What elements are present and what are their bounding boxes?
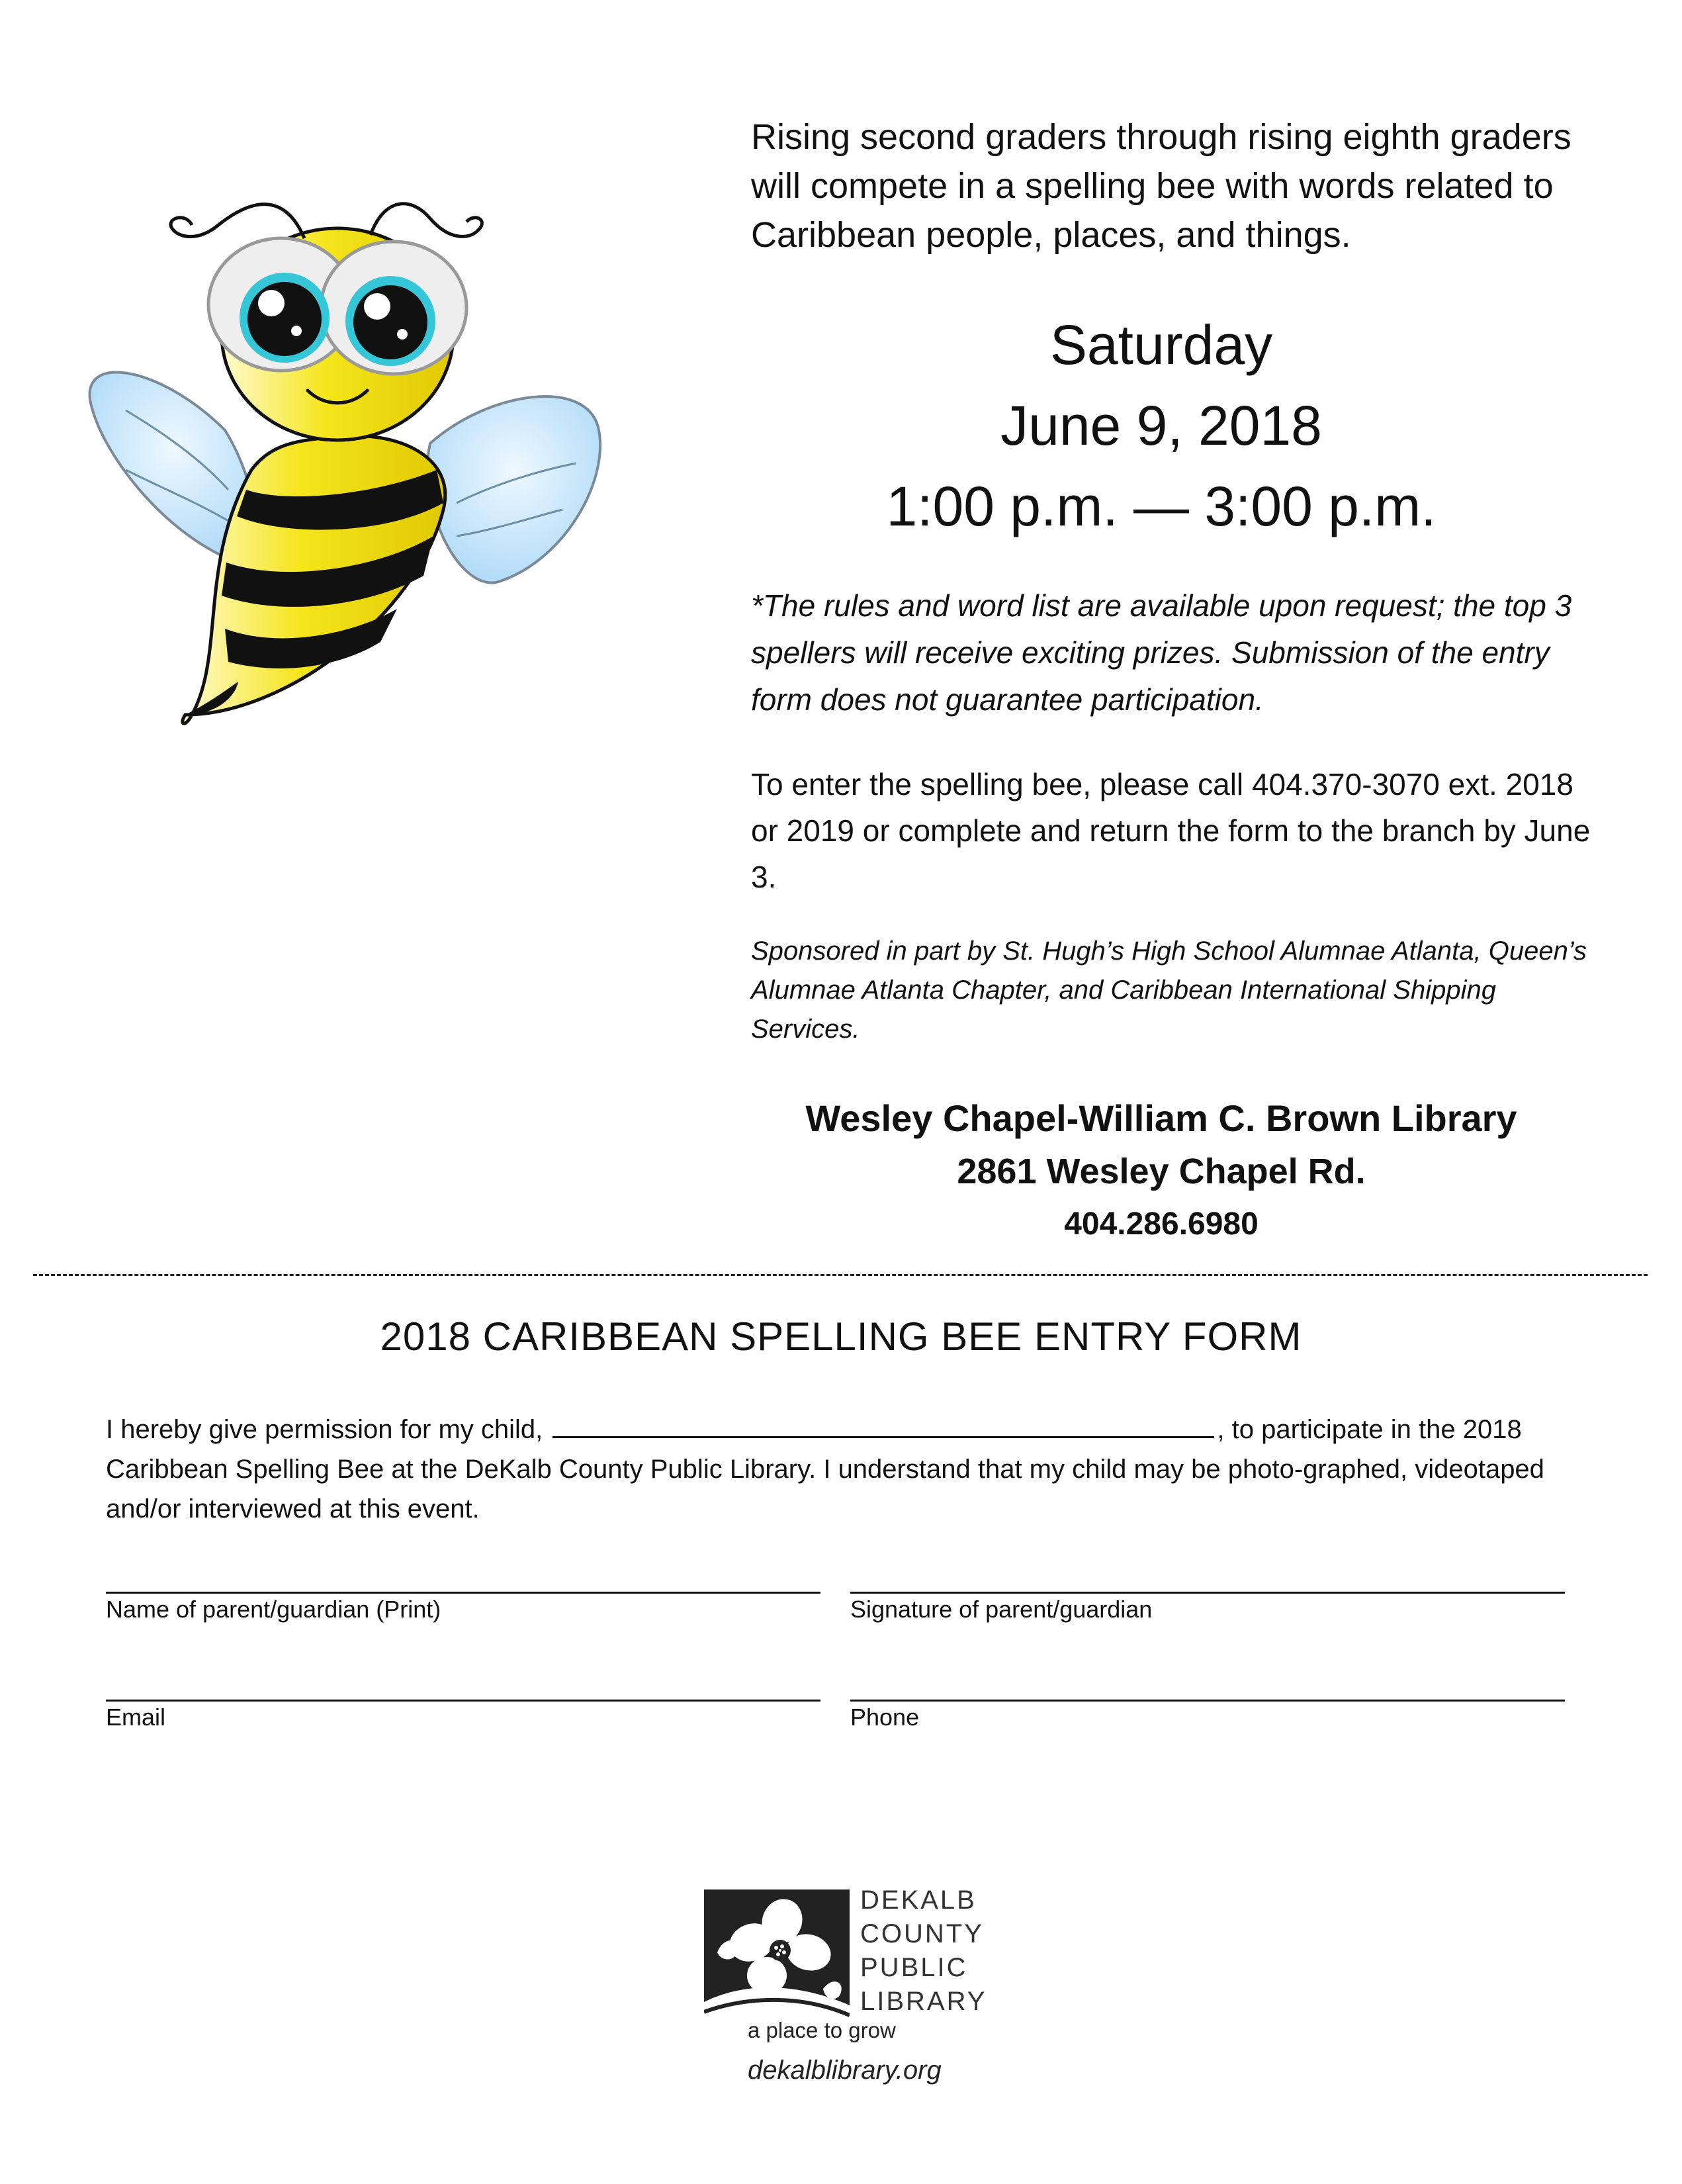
library-address: 2861 Wesley Chapel Rd. bbox=[957, 1152, 1366, 1191]
event-date: June 9, 2018 bbox=[1000, 394, 1322, 457]
child-name-field[interactable] bbox=[553, 1414, 1214, 1438]
phone-label: Phone bbox=[850, 1704, 920, 1731]
signature-label: Signature of parent/guardian bbox=[850, 1596, 1153, 1623]
event-time: 1:00 p.m. — 3:00 p.m. bbox=[886, 475, 1437, 537]
logo-line-county: COUNTY bbox=[860, 1919, 984, 1948]
email-label: Email bbox=[106, 1704, 166, 1731]
entry-instructions: To enter the spelling bee, please call 404.370-3070 ext. 2018 or 2019 or complete and return the form to the branch by June 3. bbox=[751, 767, 1591, 894]
left-antenna bbox=[172, 205, 304, 238]
right-antenna bbox=[371, 204, 476, 237]
library-phone: 404.286.6980 bbox=[1064, 1206, 1259, 1242]
library-logo-text bbox=[860, 1884, 987, 2019]
sponsors-note: Sponsored in part by St. Hugh’s High School Alumnae Atlanta, Queen’s Alumnae Atlanta Chapter, and Caribbean International Shipping Services. bbox=[751, 936, 1587, 1044]
signature-field[interactable] bbox=[850, 1592, 1565, 1625]
library-logo-icon bbox=[704, 1889, 850, 2019]
phone-field[interactable] bbox=[850, 1700, 1565, 1733]
library-website-link[interactable]: dekalblibrary.org bbox=[748, 2056, 942, 2085]
intro-text: Rising second graders through rising eighth graders will compete in a spelling bee with words related to Caribbean people, places, and things. bbox=[751, 117, 1571, 255]
logo-line-public: PUBLIC bbox=[860, 1953, 968, 1982]
logo-line-library: LIBRARY bbox=[860, 1987, 987, 2016]
logo-line-dekalb: DEKALB bbox=[860, 1886, 977, 1915]
bee-illustration bbox=[86, 192, 615, 728]
right-wing bbox=[427, 396, 600, 582]
parent-name-label: Name of parent/guardian (Print) bbox=[106, 1596, 441, 1623]
form-title: 2018 CARIBBEAN SPELLING BEE ENTRY FORM bbox=[380, 1314, 1302, 1359]
library-name: Wesley Chapel-William C. Brown Library bbox=[805, 1097, 1517, 1139]
dashed-cut-line bbox=[33, 1274, 1648, 1276]
location-block bbox=[751, 1092, 1571, 1251]
event-day: Saturday bbox=[1049, 314, 1273, 376]
email-field[interactable] bbox=[106, 1700, 820, 1733]
permission-statement bbox=[106, 1410, 1588, 1529]
library-tagline: a place to grow bbox=[748, 2018, 896, 2042]
event-datetime bbox=[751, 304, 1571, 547]
permission-text-end: , to participate in the 2018 Caribbean Spelling Bee at the DeKalb County Public Library. I understand that my child may be photo-graphed, videotaped and/or interviewed at this event. bbox=[106, 1415, 1544, 1524]
permission-text-start: I hereby give permission for my child, bbox=[106, 1415, 543, 1444]
rules-note: *The rules and word list are available upon request; the top 3 spellers will receive exciting prizes. Submission of the entry form does not guarantee participation. bbox=[751, 588, 1572, 717]
parent-name-field[interactable] bbox=[106, 1592, 820, 1625]
